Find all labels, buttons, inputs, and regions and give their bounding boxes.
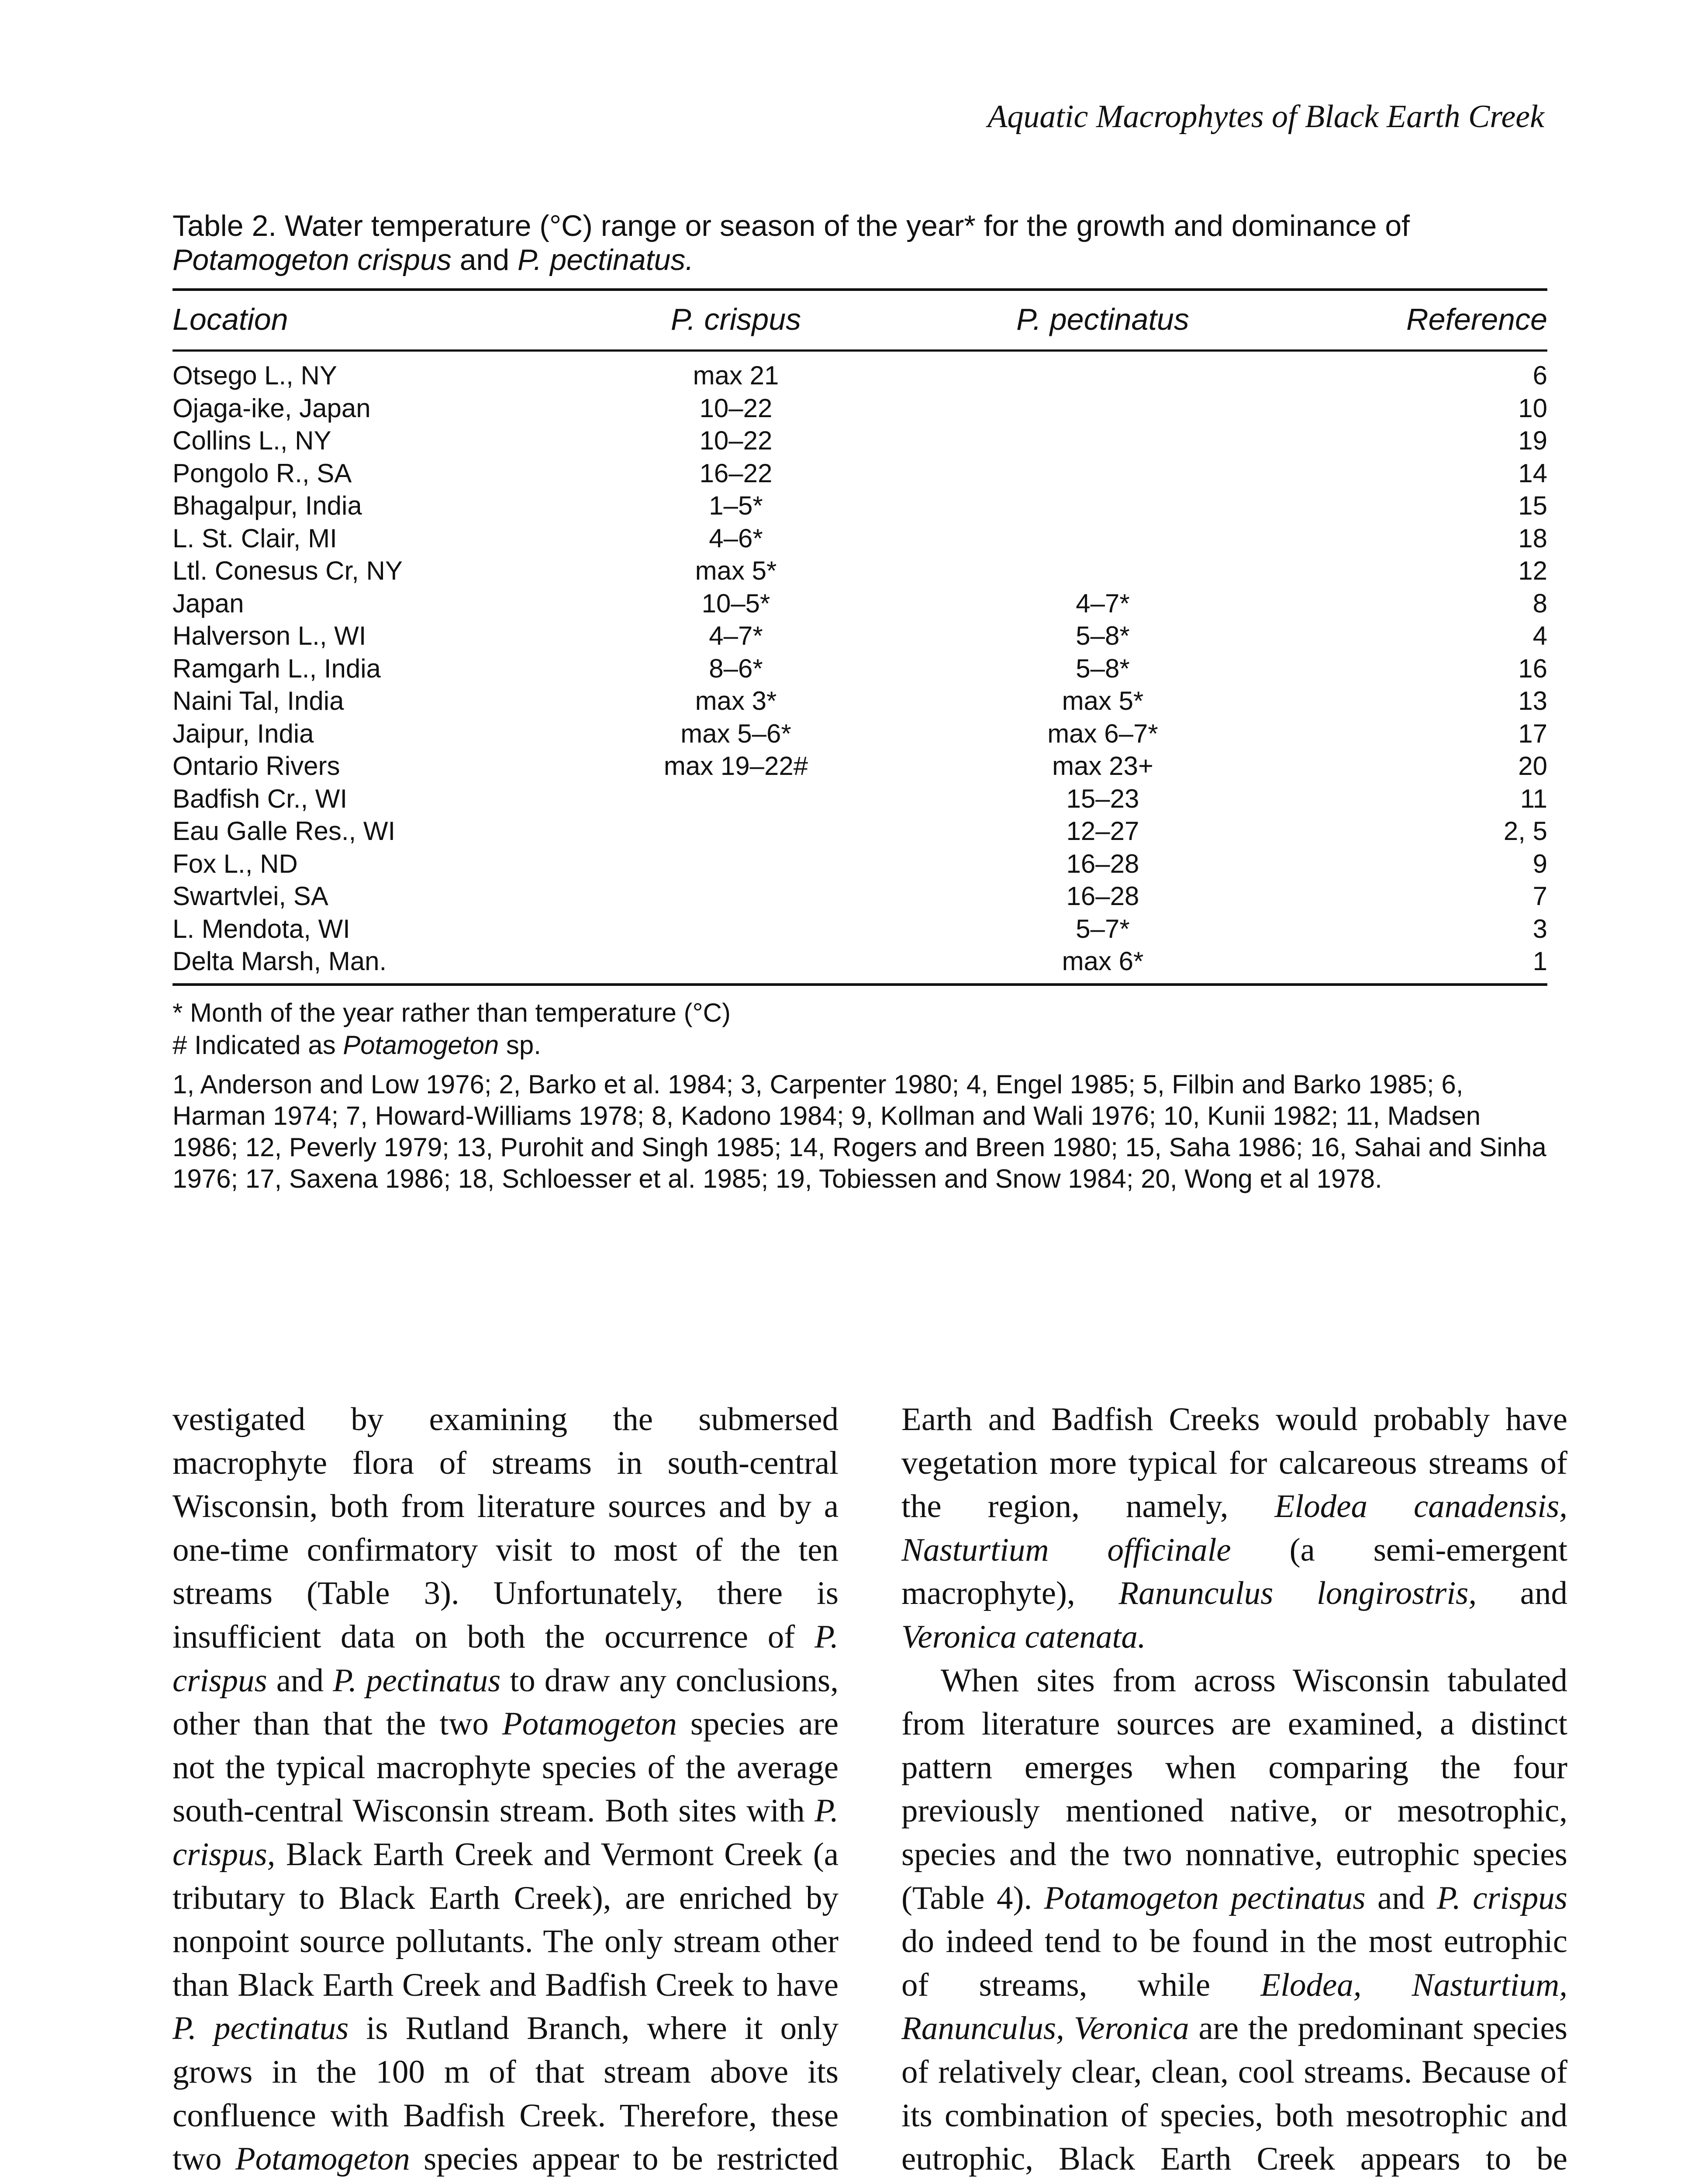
table-rows — [173, 352, 1547, 978]
species-name: Elodea, Nasturtium, Ranunculus, Veronica — [901, 1966, 1568, 2047]
text-run: are the predominant species of relatively clear, clean, cool streams. Because of its combination of species, both mesotrophic and eutrophic, Black Earth Creek appears to be — [901, 2010, 1567, 2177]
cell-crispus — [566, 815, 906, 848]
header-reference: Reference — [1406, 302, 1547, 336]
text-run: (a semi-emergent macrophyte), — [901, 1531, 1567, 1612]
running-head: Aquatic Macrophytes of Black Earth Creek — [987, 99, 1544, 135]
cell-pectinatus — [906, 392, 1299, 425]
table-row — [173, 392, 1547, 425]
cell-crispus: 10–22 — [699, 393, 773, 423]
species-name: P. crispus — [173, 1618, 839, 1699]
table-row — [173, 718, 1547, 750]
data-table — [173, 291, 1547, 348]
cell-reference: 3 — [1532, 914, 1547, 943]
body-paragraph — [901, 1659, 1567, 2184]
table-row — [173, 620, 1547, 653]
species-name: Veronica catenata. — [901, 1618, 1146, 1655]
header-crispus: P. crispus — [670, 302, 801, 336]
cell-reference: 13 — [1518, 686, 1547, 715]
cell-location: Japan — [173, 588, 244, 618]
cell-reference: 7 — [1532, 881, 1547, 911]
cell-pectinatus: max 5* — [1062, 686, 1144, 715]
cell-location: Delta Marsh, Man. — [173, 947, 387, 976]
cell-pectinatus: 4–7* — [1076, 588, 1130, 618]
cell-pectinatus: max 23+ — [1052, 751, 1153, 781]
cell-reference: 8 — [1532, 588, 1547, 618]
cell-reference: 1 — [1532, 947, 1547, 976]
cell-location: Badfish Cr., WI — [173, 784, 348, 813]
table-bottom-rule — [173, 983, 1547, 986]
cell-reference: 15 — [1518, 491, 1547, 520]
text-run: When sites from across Wisconsin tabulated from literature sources are examined, a distinct pattern emerges when comparing the four previously mentioned native, or mesotrophic, species and the two nonnative, eutrophic species (Table 4). — [901, 1662, 1567, 1916]
table-notes — [173, 997, 1547, 1195]
text-run: to draw any conclusions, other than that the two — [173, 1662, 839, 1742]
table-row — [173, 815, 1547, 848]
header-pectinatus: P. pectinatus — [1016, 302, 1189, 336]
cell-location: L. St. Clair, MI — [173, 523, 337, 553]
species-name: Ranunculus longirostris, — [1118, 1575, 1477, 1612]
header-location: Location — [173, 302, 288, 336]
table-row — [173, 880, 1547, 913]
note-hash-end: sp. — [499, 1030, 541, 1060]
table-row — [173, 352, 1547, 392]
cell-crispus: 4–7* — [709, 621, 763, 650]
note-references: 1, Anderson and Low 1976; 2, Barko et al. 1984; 3, Carpenter 1980; 4, Engel 1985; 5, Filbin and Barko 1985; 6, Harman 1974; 7, Howard-Williams 1978; 8, Kadono 1984; 9, Kollman and Wali 1976; 10, Kunii 1982; 11, Madsen 1986; 12, Peverly 1979; 13, Purohit and Singh 1985; 14, Rogers and Breen 1980; 15, Saha 1986; 16, Sahai and Sinha 1976; 17, Saxena 1986; 18, Schloesser et al. 1985; 19, Tobiessen and Snow 1984; 20, Wong et al 1978. — [173, 1069, 1546, 1193]
cell-location: L. Mendota, WI — [173, 914, 350, 943]
cell-crispus: 8–6* — [709, 653, 763, 683]
text-run: do indeed tend to be found in the most eutrophic of streams, while — [901, 1923, 1567, 2003]
text-run: and — [267, 1662, 333, 1699]
cell-location: Ojaga-ike, Japan — [173, 393, 371, 423]
text-run: is Rutland Branch, where it only grows in the 100 m of that stream above its confluence with Badfish Creek. Therefore, these two — [173, 2010, 839, 2177]
text-run: species are not the typical macrophyte species of the average south-central Wisconsin stream. Both sites with — [173, 1706, 839, 1829]
data-table-body — [173, 352, 1547, 978]
text-run: species appear to be restricted — [424, 2141, 839, 2177]
cell-location: Ontario Rivers — [173, 751, 340, 781]
cell-crispus — [566, 848, 906, 881]
table-row — [173, 750, 1547, 783]
species-name: Potamogeton pectinatus — [1044, 1880, 1366, 1916]
table-row — [173, 848, 1547, 881]
cell-crispus: max 5–6* — [680, 719, 791, 748]
table-caption — [173, 209, 1478, 277]
cell-reference: 16 — [1518, 653, 1547, 683]
cell-reference: 10 — [1518, 393, 1547, 423]
cell-reference: 12 — [1518, 556, 1547, 585]
table-row — [173, 457, 1547, 490]
text-run: and — [1477, 1575, 1567, 1612]
cell-crispus — [566, 945, 906, 978]
note-hash — [173, 1030, 1547, 1061]
cell-reference: 20 — [1518, 751, 1547, 781]
species-name: Elodea canadensis, Nasturtium officinale — [901, 1488, 1568, 1568]
cell-location: Collins L., NY — [173, 426, 331, 455]
body-paragraph — [901, 1398, 1567, 1659]
cell-reference: 18 — [1518, 523, 1547, 553]
cell-crispus: max 3* — [695, 686, 777, 715]
cell-crispus: max 21 — [693, 361, 779, 390]
note-asterisk: * Month of the year rather than temperature (°C) — [173, 998, 731, 1027]
cell-reference: 11 — [1520, 784, 1547, 813]
cell-pectinatus — [906, 425, 1299, 457]
note-hash-genus: Potamogeton — [343, 1030, 499, 1060]
table-row — [173, 587, 1547, 620]
cell-pectinatus: 5–8* — [1076, 653, 1130, 683]
cell-location: Halverson L., WI — [173, 621, 366, 650]
cell-crispus: max 5* — [695, 556, 777, 585]
cell-reference: 14 — [1518, 458, 1547, 488]
cell-pectinatus: 16–28 — [1066, 849, 1139, 878]
cell-pectinatus: 5–8* — [1076, 621, 1130, 650]
species-name: P. pectinatus — [333, 1662, 501, 1699]
cell-pectinatus — [906, 352, 1299, 392]
caption-text: Table 2. Water temperature (°C) range or season of the year* for the growth and dominance of — [173, 209, 1410, 242]
cell-crispus: 1–5* — [709, 491, 763, 520]
species-name: P. pectinatus — [173, 2010, 349, 2047]
cell-crispus — [566, 880, 906, 913]
table-row — [173, 653, 1547, 685]
cell-location: Bhagalpur, India — [173, 491, 362, 520]
body-column-right — [901, 1398, 1567, 2184]
species-name: P. crispus — [1436, 1880, 1567, 1916]
body-column-left — [173, 1398, 839, 2184]
cell-pectinatus: 5–7* — [1076, 914, 1130, 943]
table-row — [173, 490, 1547, 522]
header-row — [173, 291, 1547, 348]
cell-crispus: 10–22 — [699, 426, 773, 455]
table-row — [173, 522, 1547, 555]
table-row — [173, 783, 1547, 816]
species-name: P. crispus, — [173, 1793, 839, 1873]
cell-pectinatus — [906, 490, 1299, 522]
cell-reference: 2, 5 — [1503, 816, 1547, 846]
cell-pectinatus — [906, 457, 1299, 490]
cell-location: Swartvlei, SA — [173, 881, 328, 911]
cell-location: Fox L., ND — [173, 849, 298, 878]
note-hash-start: # Indicated as — [173, 1030, 343, 1060]
cell-reference: 6 — [1532, 361, 1547, 390]
cell-location: Naini Tal, India — [173, 686, 344, 715]
cell-location: Pongolo R., SA — [173, 458, 352, 488]
text-run: Earth and Badfish Creeks would probably have vegetation more typical for calcareous streams of the region, namely, — [901, 1401, 1567, 1525]
species-name: Potamogeton — [235, 2141, 410, 2177]
cell-reference: 4 — [1532, 621, 1547, 650]
table-row — [173, 913, 1547, 946]
caption-and: and — [451, 243, 518, 276]
cell-location: Jaipur, India — [173, 719, 314, 748]
table-row — [173, 555, 1547, 587]
cell-location: Ltl. Conesus Cr, NY — [173, 556, 403, 585]
cell-pectinatus: 16–28 — [1066, 881, 1139, 911]
cell-pectinatus — [906, 555, 1299, 587]
caption-species-2: P. pectinatus. — [518, 243, 694, 276]
table-2 — [173, 209, 1547, 1196]
cell-pectinatus: 15–23 — [1066, 784, 1139, 813]
cell-crispus — [566, 783, 906, 816]
cell-crispus: 16–22 — [699, 458, 773, 488]
cell-crispus: max 19–22# — [663, 751, 808, 781]
cell-pectinatus: 12–27 — [1066, 816, 1139, 846]
body-paragraph — [173, 1398, 839, 2184]
text-run: vestigated by examining the submersed macrophyte flora of streams in south-central Wisconsin, both from literature sources and by a one-time confirmatory visit to most of the ten streams (Table 3). Unfortunately, there is insufficient data on both the occurrence of — [173, 1401, 839, 1655]
cell-reference: 9 — [1532, 849, 1547, 878]
cell-location: Otsego L., NY — [173, 361, 337, 390]
table-row — [173, 425, 1547, 457]
text-run: Black Earth Creek and Vermont Creek (a tributary to Black Earth Creek), are enriched by nonpoint source pollutants. The only stream other than Black Earth Creek and Badfish Creek to have — [173, 1836, 839, 2003]
cell-reference: 17 — [1518, 719, 1547, 748]
table-row — [173, 685, 1547, 718]
caption-species-1: Potamogeton crispus — [173, 243, 452, 276]
cell-crispus — [566, 913, 906, 946]
cell-pectinatus: max 6–7* — [1047, 719, 1158, 748]
text-run: and — [1365, 1880, 1437, 1916]
table-row — [173, 945, 1547, 978]
cell-pectinatus: max 6* — [1062, 947, 1144, 976]
cell-reference: 19 — [1518, 426, 1547, 455]
cell-crispus: 10–5* — [701, 588, 770, 618]
species-name: Potamogeton — [502, 1706, 677, 1742]
cell-location: Ramgarh L., India — [173, 653, 381, 683]
cell-pectinatus — [906, 522, 1299, 555]
cell-location: Eau Galle Res., WI — [173, 816, 396, 846]
cell-crispus: 4–6* — [709, 523, 763, 553]
